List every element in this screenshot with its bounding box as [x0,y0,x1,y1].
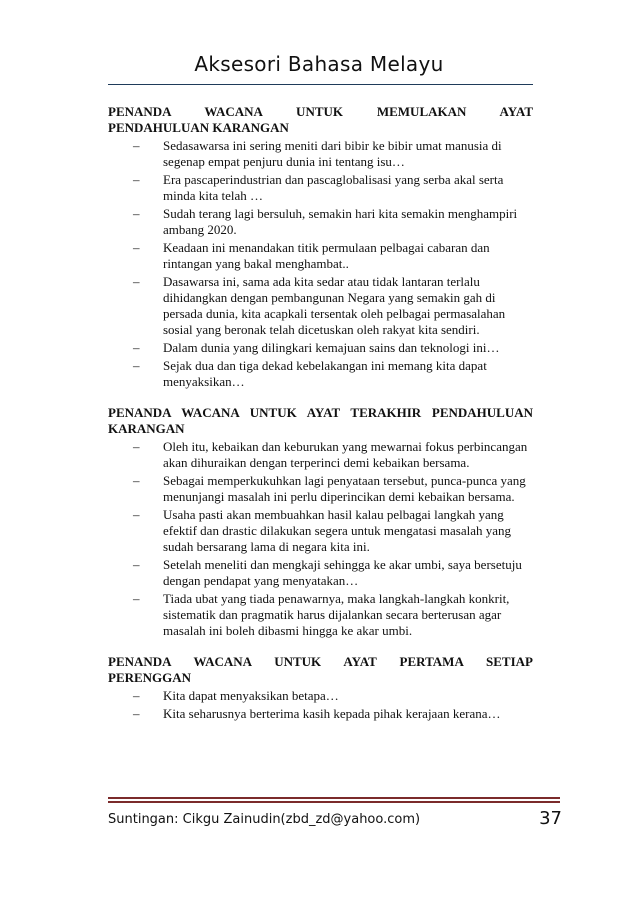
dash-bullet: – [133,358,140,373]
section-paragraph-start [108,654,533,722]
list-item [108,358,533,390]
section-pendahuluan-start [108,104,533,390]
list-item-text: Dalam dunia yang dilingkari kemajuan sains dan teknologi ini… [163,340,500,355]
list-item [108,591,533,639]
section-heading [108,104,533,136]
dash-bullet: – [133,172,140,187]
dash-bullet: – [133,688,140,703]
list-item-text: Sedasawarsa ini sering meniti dari bibir ke bibir umat manusia di segenap empat penjuru dunia ini tentang isu… [163,138,502,169]
footer-credit: Suntingan: Cikgu Zainudin(zbd_zd@yahoo.com) [108,812,421,827]
section-heading-line2: KARANGAN [108,421,185,436]
dash-bullet: – [133,138,140,153]
list-item [108,473,533,505]
list-item-text: Kita seharusnya berterima kasih kepada pihak kerajaan kerana… [163,706,501,721]
list-item [108,274,533,338]
list-item [108,439,533,471]
list-item-text: Usaha pasti akan membuahkan hasil kalau pelbagai langkah yang efektif dan drastic dilakukan segera untuk mengatasi masalah yang sudah bersarang lama di negara kita ini. [163,507,511,554]
dash-bullet: – [133,557,140,572]
dash-bullet: – [133,206,140,221]
section-pendahuluan-end [108,405,533,639]
dash-bullet: – [133,439,140,454]
list-item [108,340,533,356]
header-rule [108,84,533,85]
list-item [108,240,533,272]
bullet-list [108,138,533,390]
list-item-text: Keadaan ini menandakan titik permulaan pelbagai cabaran dan rintangan yang bakal menghambat.. [163,240,490,271]
list-item [108,172,533,204]
footer-rule-top [108,797,560,799]
list-item [108,206,533,238]
list-item-text: Setelah meneliti dan mengkaji sehingga ke akar umbi, saya bersetuju dengan pendapat yang menyatakan… [163,557,522,588]
dash-bullet: – [133,274,140,289]
dash-bullet: – [133,473,140,488]
list-item-text: Sebagai memperkukuhkan lagi penyataan tersebut, punca-punca yang menunjangi masalah ini perlu diperincikan demi kebaikan bersama. [163,473,526,504]
bullet-list [108,439,533,639]
footer-rule-bottom [108,801,560,803]
list-item-text: Dasawarsa ini, sama ada kita sedar atau tidak lantaran terlalu dihidangkan dengan pembangunan Negara yang semakin gah di persada dunia, kita acapkali tersentak oleh pelbagai permasalahan sosial yang beronak telah dicetuskan oleh rakyat kita sendiri. [163,274,506,337]
list-item-text: Era pascaperindustrian dan pascaglobalisasi yang serba akal serta minda kita telah … [163,172,504,203]
list-item-text: Tiada ubat yang tiada penawarnya, maka langkah-langkah konkrit, sistematik dan pragmatik harus dijalankan secara berterusan agar masalah ini boleh dibasmi hingga ke akar umbi. [163,591,510,638]
list-item-text: Sejak dua dan tiga dekad kebelakangan ini memang kita dapat menyaksikan… [163,358,487,389]
list-item [108,138,533,170]
list-item-text: Oleh itu, kebaikan dan keburukan yang mewarnai fokus perbincangan akan dihuraikan dengan terperinci demi kebaikan bersama. [163,439,528,470]
section-heading-line2: PENDAHULUAN KARANGAN [108,120,289,135]
page-title: Aksesori Bahasa Melayu [194,52,444,76]
page-number: 37 [539,808,562,829]
section-heading-line1: PENANDA WACANA UNTUK AYAT TERAKHIR PENDAHULUAN [108,405,533,420]
list-item [108,557,533,589]
document-body [108,104,533,737]
section-heading [108,654,533,686]
list-item [108,507,533,555]
section-heading-line1: PENANDA WACANA UNTUK AYAT PERTAMA SETIAP [108,654,533,669]
dash-bullet: – [133,240,140,255]
list-item [108,706,533,722]
list-item-text: Sudah terang lagi bersuluh, semakin hari kita semakin menghampiri ambang 2020. [163,206,518,237]
dash-bullet: – [133,340,140,355]
section-heading [108,405,533,437]
section-heading-line1: PENANDA WACANA UNTUK MEMULAKAN AYAT [108,104,533,119]
dash-bullet: – [133,507,140,522]
dash-bullet: – [133,706,140,721]
section-heading-line2: PERENGGAN [108,670,192,685]
list-item-text: Kita dapat menyaksikan betapa… [163,688,339,703]
list-item [108,688,533,704]
bullet-list [108,688,533,722]
dash-bullet: – [133,591,140,606]
